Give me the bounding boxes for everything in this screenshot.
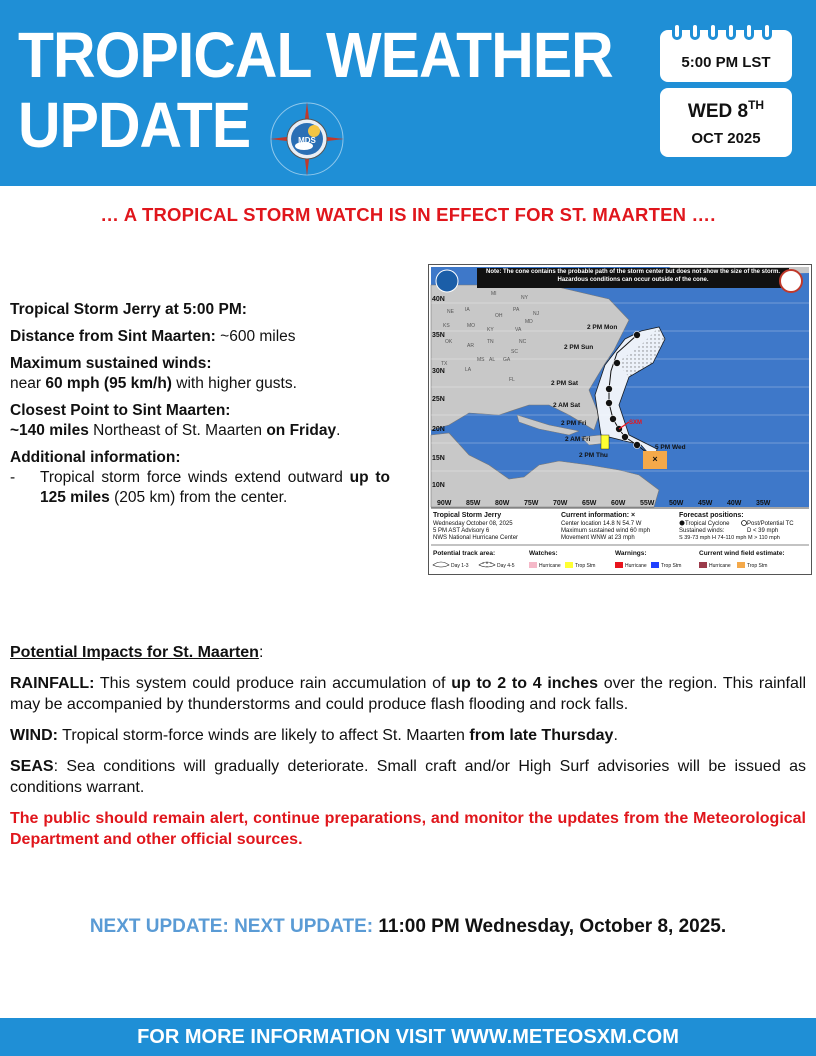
svg-text:2 PM Sun: 2 PM Sun — [564, 344, 594, 351]
calendar-ring-icon — [672, 22, 682, 40]
svg-text:35N: 35N — [432, 332, 445, 339]
svg-text:Sustained winds:: Sustained winds: — [679, 528, 725, 534]
rainfall-paragraph: RAINFALL: This system could produce rain accumulation of up to 2 to 4 inches over the region. This rainfall may be accompanied by thunderstorms and could produce flash flooding and rock falls. — [10, 675, 806, 713]
calendar-date-panel — [660, 88, 792, 157]
svg-text:Tropical Storm Jerry: Tropical Storm Jerry — [433, 512, 502, 519]
map-note: Note: The cone contains the probable path of the storm center but does not show the size of the storm. Hazardous conditions can occur outside of the cone. — [485, 269, 781, 283]
svg-text:Tropical Cyclone: Tropical Cyclone — [685, 521, 730, 527]
svg-text:Trop Stm: Trop Stm — [661, 563, 682, 569]
svg-text:Post/Potential TC: Post/Potential TC — [747, 521, 794, 527]
watch-banner: … A TROPICAL STORM WATCH IS IN EFFECT FOR ST. MAARTEN …. — [100, 204, 716, 225]
svg-text:2 AM Sat: 2 AM Sat — [553, 402, 581, 409]
svg-text:NE: NE — [447, 309, 454, 315]
svg-text:2 PM Mon: 2 PM Mon — [587, 324, 618, 331]
mds-logo — [268, 100, 346, 178]
public-alert: The public should remain alert, continue preparations, and monitor the updates from the Meteorological Department and other official sources. — [10, 810, 806, 848]
logo-text: MDS — [298, 136, 316, 145]
svg-text:LA: LA — [465, 367, 472, 373]
storm-info — [10, 300, 390, 515]
svg-text:Watches:: Watches: — [529, 550, 558, 557]
svg-text:85W: 85W — [466, 500, 481, 507]
svg-text:Movement WNW at 23 mph: Movement WNW at 23 mph — [561, 535, 635, 541]
svg-text:80W: 80W — [495, 500, 510, 507]
svg-text:45W: 45W — [698, 500, 713, 507]
svg-text:2 AM Fri: 2 AM Fri — [565, 436, 591, 443]
svg-text:IA: IA — [465, 307, 470, 313]
title-line-2: UPDATE — [18, 89, 251, 161]
svg-text:55W: 55W — [640, 500, 655, 507]
svg-text:OK: OK — [445, 339, 453, 345]
svg-text:75W: 75W — [524, 500, 539, 507]
svg-text:AL: AL — [489, 357, 496, 363]
svg-text:Forecast positions:: Forecast positions: — [679, 512, 744, 519]
svg-text:Potential track area:: Potential track area: — [433, 550, 496, 557]
svg-text:Current information: ×: Current information: × — [561, 512, 636, 519]
closest-row: Closest Point to Sint Maarten: ~140 miles Northeast of St. Maarten on Friday. — [10, 402, 341, 439]
svg-text:Day 1-3: Day 1-3 — [451, 563, 469, 569]
svg-text:S 39-73 mph H 74-110 mph M >: S 39-73 mph H 74-110 mph M > 110 mph — [679, 535, 780, 541]
update-time: 5:00 PM LST — [681, 54, 771, 71]
header-banner — [0, 0, 816, 186]
svg-text:Hurricane: Hurricane — [709, 563, 731, 569]
svg-text:Wednesday October 08, 2025: Wednesday October 08, 2025 — [433, 521, 513, 527]
svg-text:2 PM Fri: 2 PM Fri — [561, 420, 587, 427]
svg-text:20N: 20N — [432, 426, 445, 433]
sxm-label: SXM — [629, 420, 643, 426]
svg-text:5 PM Wed: 5 PM Wed — [655, 444, 686, 451]
svg-text:65W: 65W — [582, 500, 597, 507]
trop-storm-watch-area — [601, 435, 609, 449]
winds-row: Maximum sustained winds: near 60 mph (95 km/h) with higher gusts. — [10, 355, 297, 392]
svg-text:50W: 50W — [669, 500, 684, 507]
svg-text:FL: FL — [509, 377, 515, 383]
svg-text:40W: 40W — [727, 500, 742, 507]
svg-text:60W: 60W — [611, 500, 626, 507]
update-month-year: OCT 2025 — [691, 130, 761, 147]
impacts-heading: Potential Impacts for St. Maarten: — [10, 644, 264, 661]
svg-text:D < 39 mph: D < 39 mph — [747, 528, 779, 534]
svg-text:NY: NY — [521, 295, 528, 301]
svg-text:OH: OH — [495, 313, 503, 319]
map-graphic — [429, 265, 811, 574]
svg-text:NC: NC — [519, 339, 527, 345]
svg-text:AR: AR — [467, 343, 474, 349]
svg-text:GA: GA — [503, 357, 511, 363]
svg-text:MI: MI — [491, 291, 497, 297]
footer-banner[interactable]: FOR MORE INFORMATION VISIT WWW.METEOSXM.COM — [0, 1018, 816, 1056]
post-tc-symbol-icon — [742, 521, 747, 526]
wind-paragraph: WIND: Tropical storm-force winds are likely to affect St. Maarten from late Thursday. — [10, 727, 618, 744]
calendar-time-panel — [660, 30, 792, 82]
svg-text:Current wind field estimate:: Current wind field estimate: — [699, 550, 785, 557]
seas-paragraph: SEAS: Sea conditions will gradually deteriorate. Small craft and/or High Surf advisories will be issued as conditions warrant. — [10, 758, 806, 796]
impacts-section — [10, 642, 806, 860]
next-update-value: 11:00 PM Wednesday, October 8, 2025. — [373, 916, 727, 937]
svg-text:NWS National Hurricane Center: NWS National Hurricane Center — [433, 535, 519, 541]
svg-text:90W: 90W — [437, 500, 452, 507]
svg-text:30N: 30N — [432, 368, 445, 375]
nws-icon — [780, 270, 802, 292]
svg-text:Maximum sustained wind 60 mph: Maximum sustained wind 60 mph — [561, 528, 651, 534]
day-suffix: TH — [748, 98, 765, 112]
svg-text:35W: 35W — [756, 500, 771, 507]
svg-text:Hurricane: Hurricane — [539, 563, 561, 569]
calendar-ring-icon — [762, 22, 772, 40]
svg-text:2 PM Thu: 2 PM Thu — [579, 452, 608, 459]
svg-text:70W: 70W — [553, 500, 568, 507]
svg-text:40N: 40N — [432, 296, 445, 303]
distance-row: Distance from Sint Maarten: ~600 miles — [10, 328, 296, 345]
calendar-ring-icon — [690, 22, 700, 40]
svg-text:PA: PA — [513, 307, 520, 313]
storm-heading: Tropical Storm Jerry at 5:00 PM: — [10, 301, 247, 318]
calendar-ring-icon — [726, 22, 736, 40]
next-update-label: NEXT UPDATE: NEXT UPDATE: — [89, 916, 374, 937]
svg-text:NJ: NJ — [533, 311, 540, 317]
svg-text:15N: 15N — [432, 455, 445, 462]
svg-text:MO: MO — [467, 323, 476, 329]
date-calendar — [660, 30, 792, 157]
calendar-ring-icon — [708, 22, 718, 40]
svg-text:MS: MS — [477, 357, 485, 363]
update-day: WED 8TH — [687, 98, 765, 122]
svg-text:5 PM AST Advisory 6: 5 PM AST Advisory 6 — [433, 528, 490, 534]
title-line-1: TROPICAL WEATHER — [18, 19, 613, 91]
svg-text:MD: MD — [525, 319, 533, 325]
svg-text:Trop Stm: Trop Stm — [747, 563, 768, 569]
tc-symbol-icon — [680, 521, 685, 526]
noaa-icon — [436, 270, 458, 292]
next-update — [0, 916, 816, 938]
svg-text:VA: VA — [515, 327, 522, 333]
additional-row: Additional information: - Tropical storm force winds extend outward up to 125 miles (205 km) from the center. — [10, 449, 390, 506]
svg-text:SC: SC — [511, 349, 518, 355]
svg-text:Day 4-5: Day 4-5 — [497, 563, 515, 569]
svg-text:10N: 10N — [432, 482, 445, 489]
svg-text:Trop Stm: Trop Stm — [575, 563, 596, 569]
svg-text:Warnings:: Warnings: — [615, 550, 647, 557]
svg-text:TX: TX — [441, 361, 448, 367]
storm-track-map — [428, 264, 812, 575]
svg-text:2 PM Sat: 2 PM Sat — [551, 380, 579, 387]
svg-text:KY: KY — [487, 327, 494, 333]
additional-item: - Tropical storm force winds extend outward up to 125 miles (205 km) from the center. — [10, 469, 390, 506]
svg-text:Hurricane: Hurricane — [625, 563, 647, 569]
current-position-icon: × — [652, 454, 658, 464]
svg-text:25N: 25N — [432, 396, 445, 403]
svg-text:Center location 14.8 N 54.7 W: Center location 14.8 N 54.7 W — [561, 521, 642, 527]
svg-text:TN: TN — [487, 339, 494, 345]
calendar-ring-icon — [744, 22, 754, 40]
svg-text:KS: KS — [443, 323, 450, 329]
